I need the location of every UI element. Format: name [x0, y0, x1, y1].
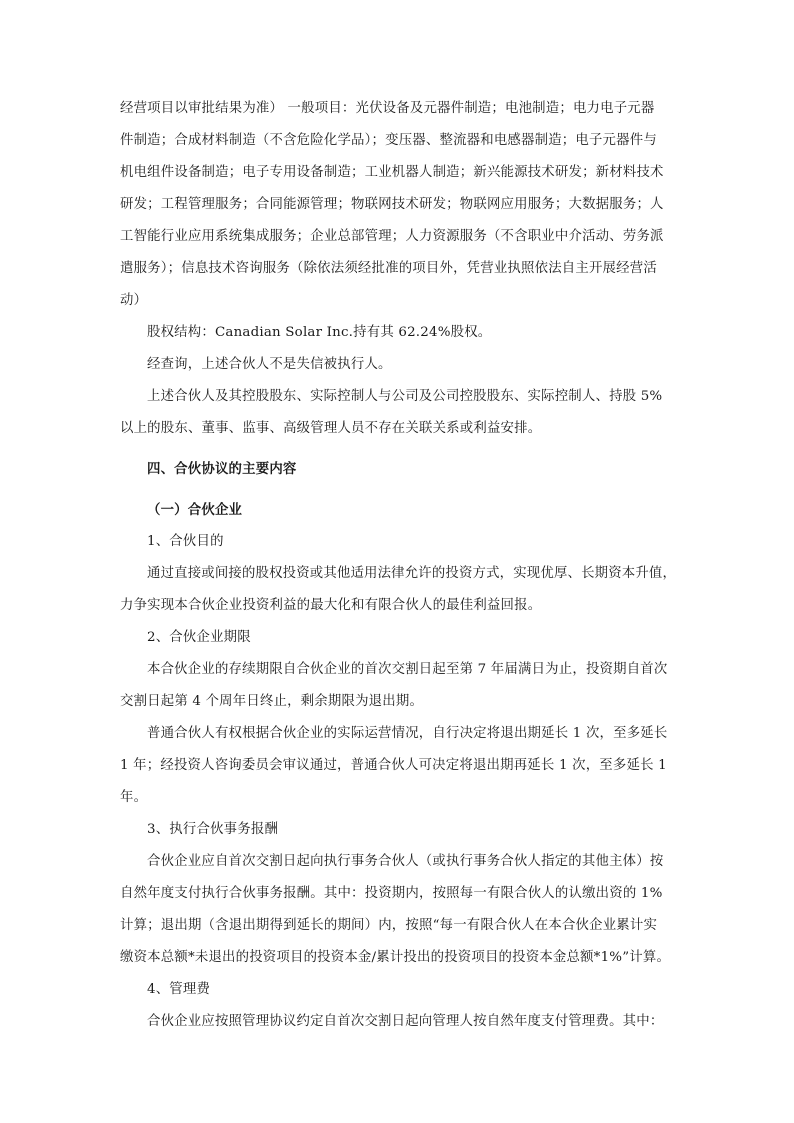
- business-scope-line-1: 经营项目以审批结果为准） 一般项目：光伏设备及元器件制造；电池制造；电力电子元器: [120, 101, 655, 116]
- item-remuneration-line-2: 自然年度支付执行合伙事务报酬。其中：投资期内，按照每一有限合伙人的认缴出资的 1%: [120, 886, 663, 901]
- business-scope-line-7: 动）: [120, 293, 148, 308]
- item-title-management-fee: 4、管理费: [147, 982, 211, 997]
- business-scope-line-5: 工智能行业应用系统集成服务；企业总部管理；人力资源服务（不含职业中介活动、劳务派: [120, 229, 664, 244]
- related-party-line-2: 以上的股东、董事、监事、高级管理人员不存在关联关系或利益安排。: [120, 421, 542, 436]
- business-scope-line-6: 遣服务）；信息技术咨询服务（除依法须经批准的项目外，凭营业执照依法自主开展经营活: [120, 261, 657, 276]
- item-purpose-line-1: 通过直接或间接的股权投资或其他适用法律允许的投资方式，实现优厚、长期资本升值，: [147, 566, 677, 581]
- item-title-remuneration: 3、执行合伙事务报酬: [147, 822, 279, 837]
- item-term-extension-line-2: 1 年；经投资人咨询委员会审议通过，普通合伙人可决定将退出期再延长 1 次，至多延长 1: [120, 758, 667, 773]
- item-remuneration-line-1: 合伙企业应自首次交割日起向执行事务合伙人（或执行事务合伙人指定的其他主体）按: [147, 854, 664, 869]
- dishonest-check: 经查询，上述合伙人不是失信被执行人。: [147, 357, 392, 372]
- item-purpose-line-2: 力争实现本合伙企业投资利益的最大化和有限合伙人的最佳利益回报。: [120, 598, 542, 613]
- business-scope-line-3: 机电组件设备制造；电子专用设备制造；工业机器人制造；新兴能源技术研发；新材料技术: [120, 165, 664, 180]
- item-remuneration-line-3: 计算；退出期（含退出期得到延长的期间）内，按照“每一有限合伙人在本合伙企业累计实: [120, 918, 658, 933]
- item-term-line-2: 交割日起第 4 个周年日终止，剩余期限为退出期。: [120, 694, 424, 709]
- business-scope-line-2: 件制造；合成材料制造（不含危险化学品）；变压器、整流器和电感器制造；电子元器件与: [120, 133, 657, 148]
- equity-structure: 股权结构：Canadian Solar Inc.持有其 62.24%股权。: [147, 325, 492, 340]
- item-remuneration-line-4: 缴资本总额*未退出的投资项目的投资本金/累计投出的投资项目的投资本金总额*1%”计算。: [120, 950, 671, 965]
- item-term-extension-line-1: 普通合伙人有权根据合伙企业的实际运营情况，自行决定将退出期延长 1 次，至多延长: [147, 726, 668, 741]
- item-term-extension-line-3: 年。: [120, 790, 148, 805]
- subsection-heading: （一）合伙企业: [147, 502, 243, 518]
- section-heading: 四、合伙协议的主要内容: [147, 461, 297, 477]
- item-title-term: 2、合伙企业期限: [147, 630, 251, 645]
- item-management-fee-line-1: 合伙企业应按照管理协议约定自首次交割日起向管理人按自然年度支付管理费。其中：: [147, 1014, 664, 1029]
- related-party-line-1: 上述合伙人及其控股股东、实际控制人与公司及公司控股股东、实际控制人、持股 5%: [147, 389, 663, 404]
- business-scope-line-4: 研发；工程管理服务；合同能源管理；物联网技术研发；物联网应用服务；大数据服务；人: [120, 197, 664, 212]
- item-title-purpose: 1、合伙目的: [147, 534, 224, 549]
- item-term-line-1: 本合伙企业的存续期限自合伙企业的首次交割日起至第 7 年届满日为止，投资期自首次: [147, 662, 668, 677]
